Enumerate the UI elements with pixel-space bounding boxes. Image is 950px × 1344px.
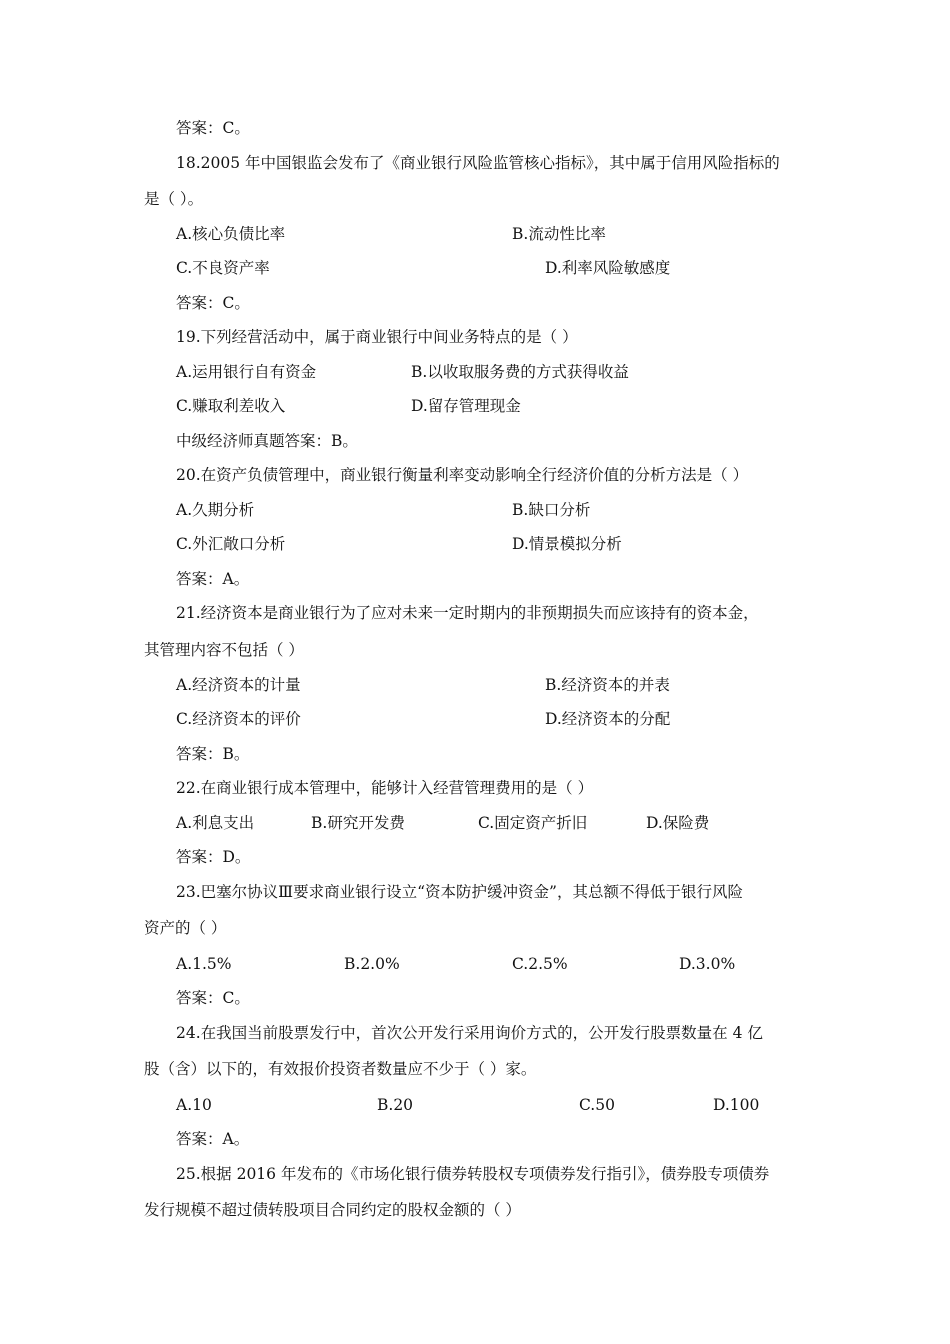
question-24-stem-line2: 股（含）以下的，有效报价投资者数量应不少于（ ）家。: [144, 1060, 537, 1078]
option-24-a: A.10: [176, 1096, 212, 1114]
option-20-c: C.外汇敞口分析: [176, 535, 286, 553]
option-18-b: B.流动性比率: [512, 225, 606, 243]
option-21-d: D.经济资本的分配: [545, 710, 671, 728]
option-20-d: D.情景模拟分析: [512, 535, 622, 553]
answer-q23: 答案：C。: [176, 989, 250, 1007]
question-24-stem-line1: 24.在我国当前股票发行中，首次公开发行采用询价方式的，公开发行股票数量在 4 亿: [176, 1024, 763, 1042]
option-19-c: C.赚取利差收入: [176, 397, 286, 415]
question-19-stem: 19.下列经营活动中，属于商业银行中间业务特点的是（ ）: [176, 328, 578, 346]
option-18-d: D.利率风险敏感度: [545, 259, 671, 277]
option-20-b: B.缺口分析: [512, 501, 591, 519]
option-21-b: B.经济资本的并表: [545, 676, 670, 694]
option-21-c: C.经济资本的评价: [176, 710, 301, 728]
option-18-c: C.不良资产率: [176, 259, 270, 277]
answer-q22: 答案：D。: [176, 848, 251, 866]
option-22-b: B.研究开发费: [311, 814, 405, 832]
question-23-stem-line1: 23.巴塞尔协议Ⅲ要求商业银行设立“资本防护缓冲资金”，其总额不得低于银行风险: [176, 883, 743, 901]
question-21-stem-line2: 其管理内容不包括（ ）: [144, 641, 304, 659]
answer-q17: 答案：C。: [176, 119, 250, 137]
option-21-a: A.经济资本的计量: [176, 676, 301, 694]
option-24-d: D.100: [713, 1096, 760, 1114]
question-18-stem-line2: 是（ ）。: [144, 190, 204, 208]
question-22-stem: 22.在商业银行成本管理中，能够计入经营管理费用的是（ ）: [176, 779, 594, 797]
option-19-d: D.留存管理现金: [411, 397, 521, 415]
option-23-c: C.2.5%: [512, 955, 568, 973]
question-21-stem-line1: 21.经济资本是商业银行为了应对未来一定时期内的非预期损失而应该持有的资本金，: [176, 604, 759, 622]
question-25-stem-line2: 发行规模不超过债转股项目合同约定的股权金额的（ ）: [144, 1201, 521, 1219]
option-22-c: C.固定资产折旧: [478, 814, 588, 832]
answer-q18: 答案：C。: [176, 294, 250, 312]
question-18-stem-line1: 18.2005 年中国银监会发布了《商业银行风险监管核心指标》，其中属于信用风险指标的: [176, 154, 780, 172]
option-24-b: B.20: [377, 1096, 414, 1114]
option-23-d: D.3.0%: [679, 955, 736, 973]
question-20-stem: 20.在资产负债管理中，商业银行衡量利率变动影响全行经济价值的分析方法是（ ）: [176, 466, 749, 484]
option-20-a: A.久期分析: [176, 501, 255, 519]
answer-q19: 中级经济师真题答案：B。: [176, 432, 358, 450]
option-24-c: C.50: [579, 1096, 615, 1114]
answer-q20: 答案：A。: [176, 570, 250, 588]
answer-q24: 答案：A。: [176, 1130, 250, 1148]
option-23-a: A.1.5%: [176, 955, 232, 973]
answer-q21: 答案：B。: [176, 745, 250, 763]
option-23-b: B.2.0%: [344, 955, 400, 973]
question-25-stem-line1: 25.根据 2016 年发布的《市场化银行债券转股权专项债券发行指引》，债券股专项债券: [176, 1165, 770, 1183]
option-19-b: B.以收取服务费的方式获得收益: [411, 363, 629, 381]
question-23-stem-line2: 资产的（ ）: [144, 919, 227, 937]
option-22-d: D.保险费: [646, 814, 710, 832]
option-19-a: A.运用银行自有资金: [176, 363, 317, 381]
option-18-a: A.核心负债比率: [176, 225, 286, 243]
option-22-a: A.利息支出: [176, 814, 255, 832]
